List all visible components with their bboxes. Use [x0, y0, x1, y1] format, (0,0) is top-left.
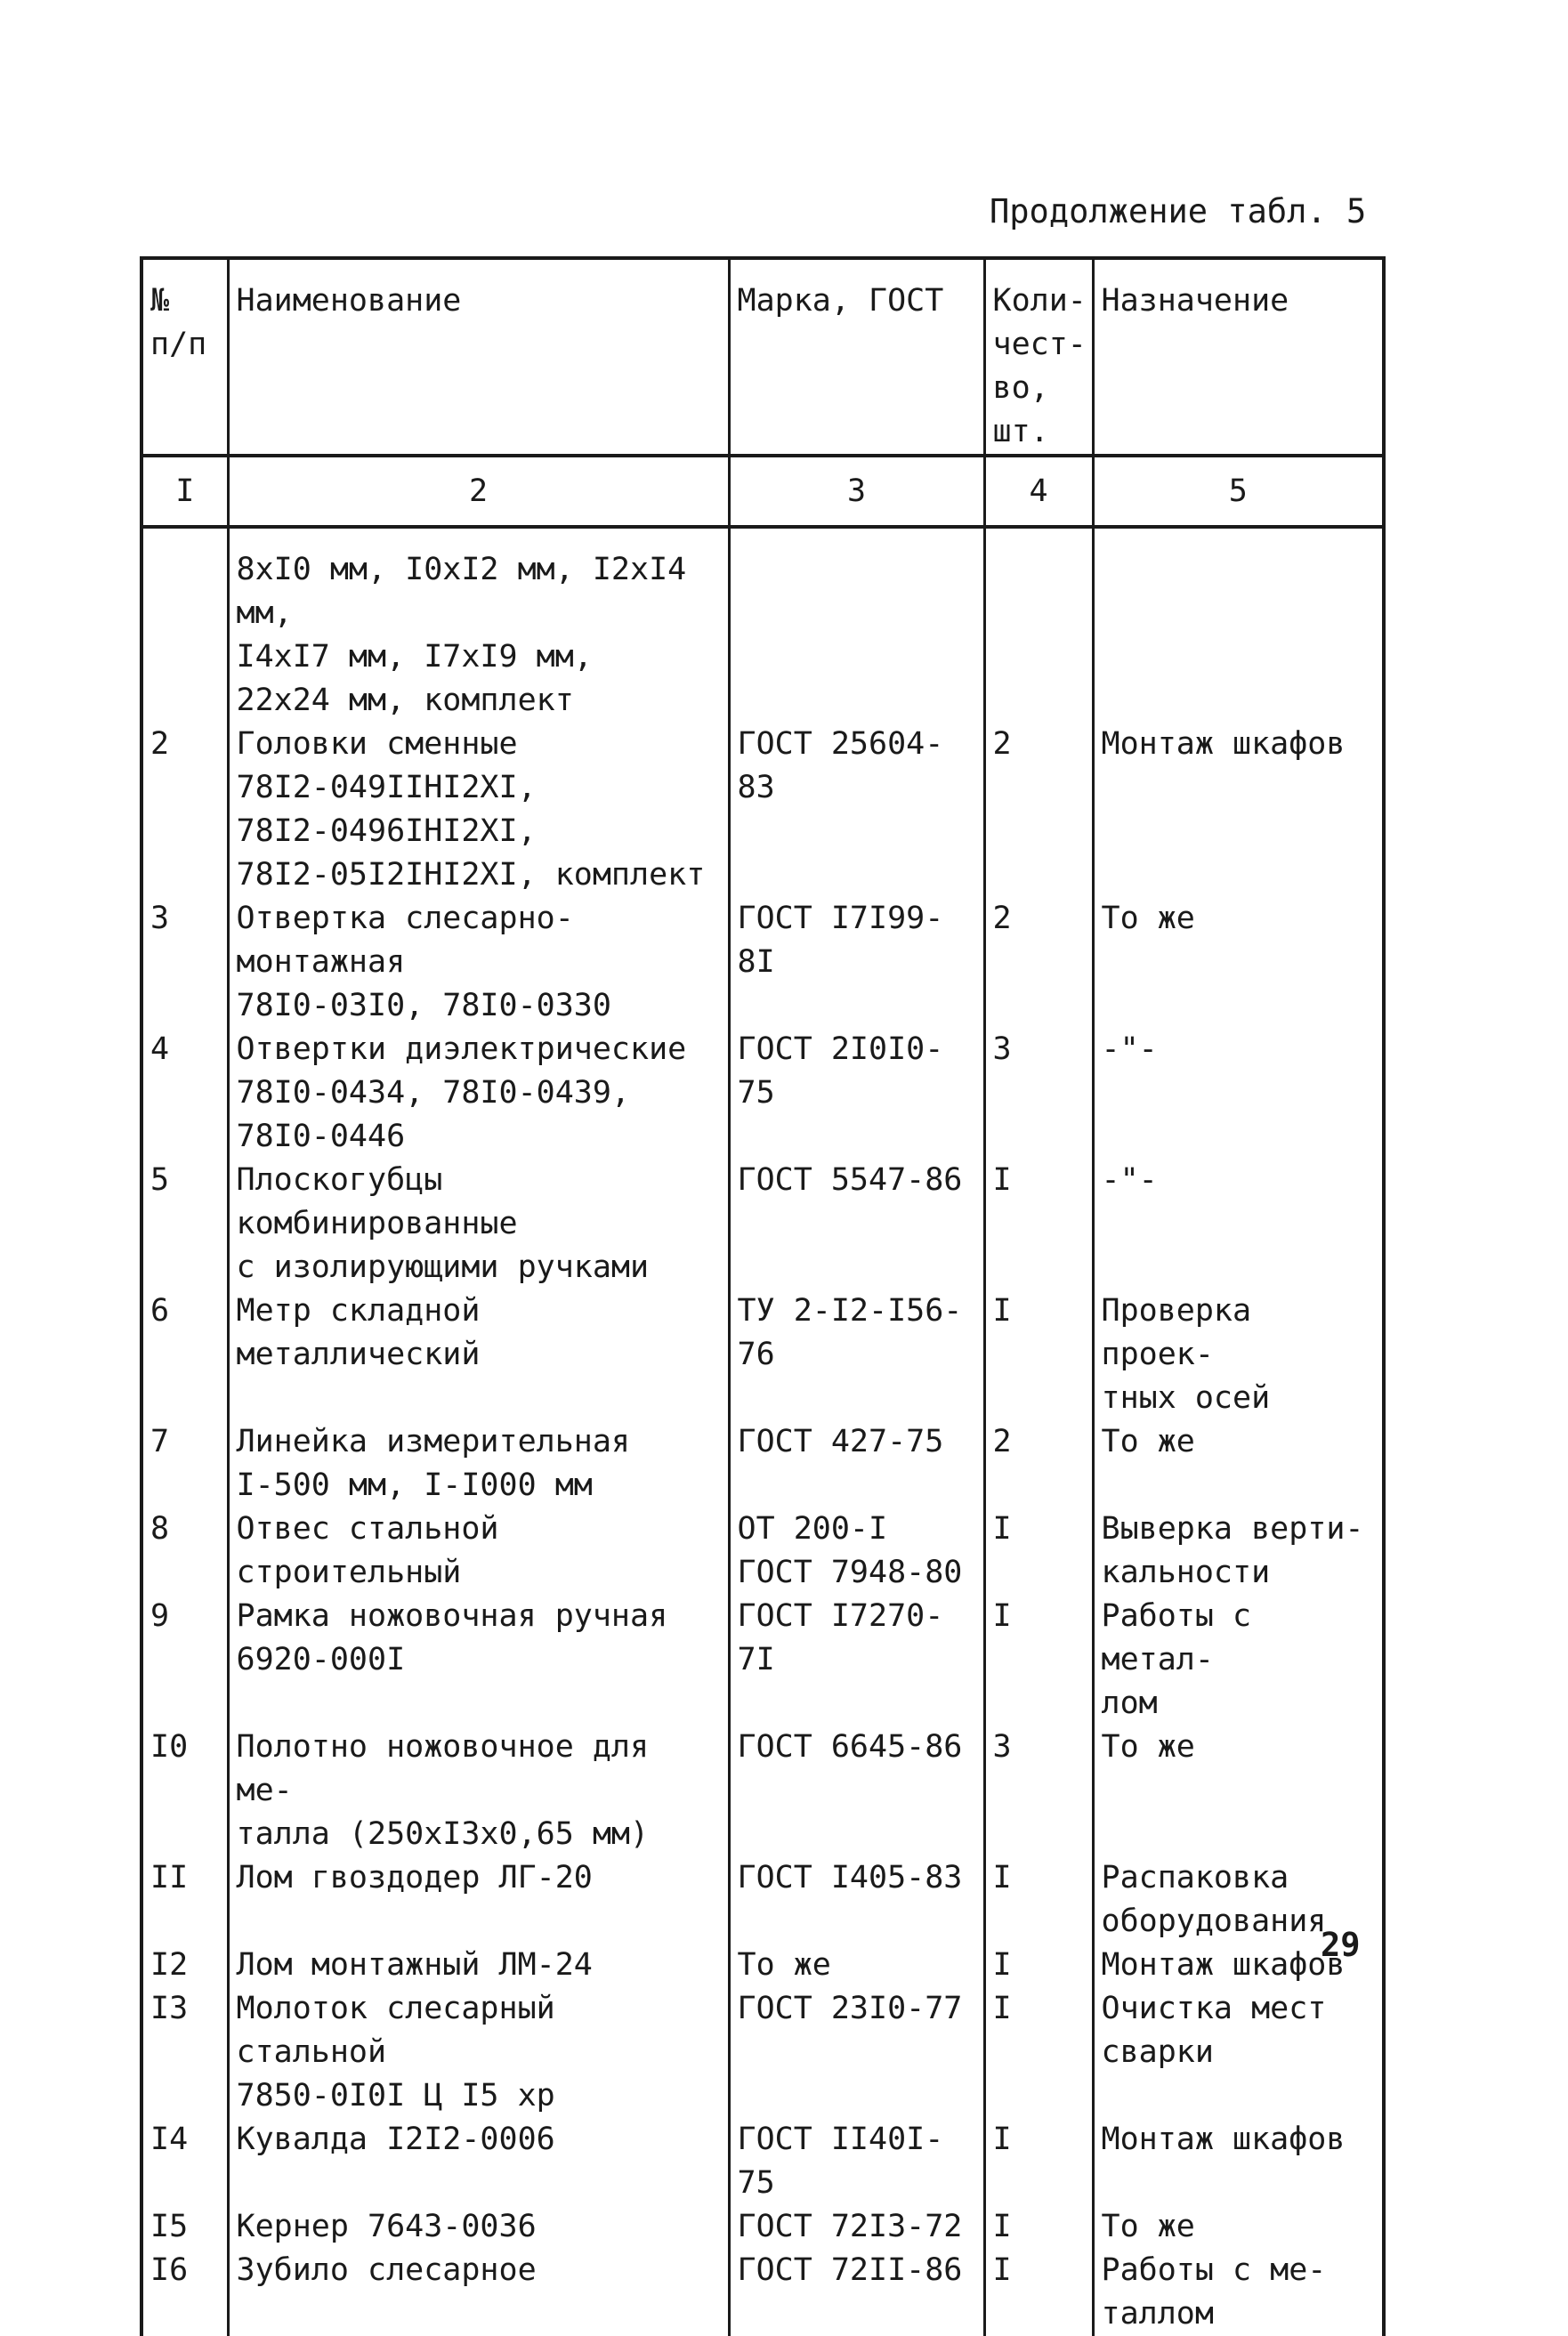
- item-purpose: То же: [1093, 1726, 1384, 1856]
- header-mark: Марка, ГОСТ: [729, 258, 984, 456]
- item-mark: ГОСТ 25604-83: [729, 723, 984, 897]
- column-number: 2: [228, 456, 729, 527]
- item-purpose: Работы с ме- таллом: [1093, 2249, 1384, 2336]
- item-name: Зубило слесарное: [228, 2249, 729, 2336]
- item-name: Линейка измерительная I-500 мм, I-I000 мм: [228, 1420, 729, 1507]
- table-row: [141, 1507, 1384, 1595]
- header-num: № п/п: [141, 258, 228, 456]
- row-number: 3: [141, 897, 228, 1028]
- column-number: 5: [1093, 456, 1384, 527]
- item-quantity: I: [984, 1856, 1093, 1944]
- table-row: [141, 2118, 1384, 2205]
- row-number: I3: [141, 1987, 228, 2118]
- header-name: Наименование: [228, 258, 729, 456]
- item-name: Кернер 7643-0036: [228, 2205, 729, 2249]
- item-purpose: Работы с метал- лом: [1093, 1595, 1384, 1726]
- item-name: Отвертка слесарно-монтажная 78I0-03I0, 78I0-0330: [228, 897, 729, 1028]
- table-row: [141, 1159, 1384, 1289]
- table-row: [141, 2205, 1384, 2249]
- item-quantity: I: [984, 1595, 1093, 1726]
- item-quantity: I: [984, 2118, 1093, 2205]
- item-quantity: 2: [984, 897, 1093, 1028]
- item-name: Отвес стальной строительный: [228, 1507, 729, 1595]
- item-name: 8хI0 мм, I0хI2 мм, I2хI4 мм, I4хI7 мм, I7хI9 мм, 22х24 мм, комплект: [228, 527, 729, 723]
- item-quantity: 3: [984, 1726, 1093, 1856]
- item-purpose: Монтаж шкафов: [1093, 723, 1384, 897]
- row-number: I5: [141, 2205, 228, 2249]
- item-purpose: -"-: [1093, 1028, 1384, 1159]
- item-mark: ГОСТ I7I99-8I: [729, 897, 984, 1028]
- row-number: II: [141, 1856, 228, 1944]
- table-row: [141, 1856, 1384, 1944]
- item-quantity: I: [984, 1944, 1093, 1987]
- item-mark: ОТ 200-I ГОСТ 7948-80: [729, 1507, 984, 1595]
- item-name: Полотно ножовочное для ме- талла (250хI3х0,65 мм): [228, 1726, 729, 1856]
- row-number: I4: [141, 2118, 228, 2205]
- item-mark: ГОСТ 72I3-72: [729, 2205, 984, 2249]
- column-number: I: [141, 456, 228, 527]
- item-mark: То же: [729, 1944, 984, 1987]
- item-purpose: То же: [1093, 2205, 1384, 2249]
- item-mark: ГОСТ 5547-86: [729, 1159, 984, 1289]
- row-number: I6: [141, 2249, 228, 2336]
- item-quantity: 3: [984, 1028, 1093, 1159]
- table-row: [141, 1420, 1384, 1507]
- item-mark: ГОСТ 23I0-77: [729, 1987, 984, 2118]
- item-purpose: Распаковка оборудования: [1093, 1856, 1384, 1944]
- item-mark: ГОСТ 72II-86: [729, 2249, 984, 2336]
- row-number: I2: [141, 1944, 228, 1987]
- item-name: Кувалда I2I2-0006: [228, 2118, 729, 2205]
- table-row: [141, 527, 1384, 723]
- table-row: [141, 1987, 1384, 2118]
- item-name: Рамка ножовочная ручная 6920-000I: [228, 1595, 729, 1726]
- row-number: 6: [141, 1289, 228, 1420]
- row-number: 2: [141, 723, 228, 897]
- row-number: 7: [141, 1420, 228, 1507]
- item-mark: [729, 527, 984, 723]
- item-purpose: Проверка проек- тных осей: [1093, 1289, 1384, 1420]
- item-quantity: I: [984, 1159, 1093, 1289]
- item-mark: ГОСТ 427-75: [729, 1420, 984, 1507]
- item-name: Лом гвоздодер ЛГ-20: [228, 1856, 729, 1944]
- header-row: [141, 258, 1384, 456]
- column-number: 3: [729, 456, 984, 527]
- item-name: Лом монтажный ЛМ-24: [228, 1944, 729, 1987]
- row-number: 5: [141, 1159, 228, 1289]
- item-quantity: I: [984, 1507, 1093, 1595]
- page-number: 29: [1321, 1926, 1361, 1964]
- tools-table: [140, 256, 1386, 2336]
- item-name: Плоскогубцы комбинированные с изолирующими ручками: [228, 1159, 729, 1289]
- item-name: Молоток слесарный стальной 7850-0I0I Ц I5 хр: [228, 1987, 729, 2118]
- row-number: [141, 527, 228, 723]
- item-purpose: То же: [1093, 897, 1384, 1028]
- item-name: Метр складной металлический: [228, 1289, 729, 1420]
- item-mark: ГОСТ 2I0I0-75: [729, 1028, 984, 1159]
- item-quantity: 2: [984, 723, 1093, 897]
- item-mark: ТУ 2-I2-I56-76: [729, 1289, 984, 1420]
- header-qty: Коли- чест- во, шт.: [984, 258, 1093, 456]
- item-mark: ГОСТ I7270-7I: [729, 1595, 984, 1726]
- table-row: [141, 723, 1384, 897]
- item-quantity: I: [984, 2249, 1093, 2336]
- table-row: [141, 1944, 1384, 1987]
- item-purpose: Монтаж шкафов: [1093, 1944, 1384, 1987]
- item-quantity: [984, 527, 1093, 723]
- table-caption: Продолжение табл. 5: [990, 192, 1367, 230]
- column-number: 4: [984, 456, 1093, 527]
- item-mark: ГОСТ I405-83: [729, 1856, 984, 1944]
- header-purpose: Назначение: [1093, 258, 1384, 456]
- table-row: [141, 2249, 1384, 2336]
- item-purpose: То же: [1093, 1420, 1384, 1507]
- item-purpose: Выверка верти- кальности: [1093, 1507, 1384, 1595]
- item-name: Головки сменные 78I2-049IIHI2XI, 78I2-0496IHI2XI, 78I2-05I2IHI2XI, комплект: [228, 723, 729, 897]
- item-quantity: I: [984, 2205, 1093, 2249]
- item-name: Отвертки диэлектрические 78I0-0434, 78I0-0439, 78I0-0446: [228, 1028, 729, 1159]
- row-number: I0: [141, 1726, 228, 1856]
- item-purpose: [1093, 527, 1384, 723]
- row-number: 9: [141, 1595, 228, 1726]
- item-quantity: I: [984, 1987, 1093, 2118]
- row-number: 4: [141, 1028, 228, 1159]
- item-purpose: Очистка мест сварки: [1093, 1987, 1384, 2118]
- item-purpose: -"-: [1093, 1159, 1384, 1289]
- table-row: [141, 1289, 1384, 1420]
- table-row: [141, 897, 1384, 1028]
- table-row: [141, 1595, 1384, 1726]
- item-mark: ГОСТ II40I-75: [729, 2118, 984, 2205]
- item-quantity: I: [984, 1289, 1093, 1420]
- table-row: [141, 1726, 1384, 1856]
- column-number-row: [141, 456, 1384, 527]
- item-quantity: 2: [984, 1420, 1093, 1507]
- item-mark: ГОСТ 6645-86: [729, 1726, 984, 1856]
- item-purpose: Монтаж шкафов: [1093, 2118, 1384, 2205]
- table-row: [141, 1028, 1384, 1159]
- row-number: 8: [141, 1507, 228, 1595]
